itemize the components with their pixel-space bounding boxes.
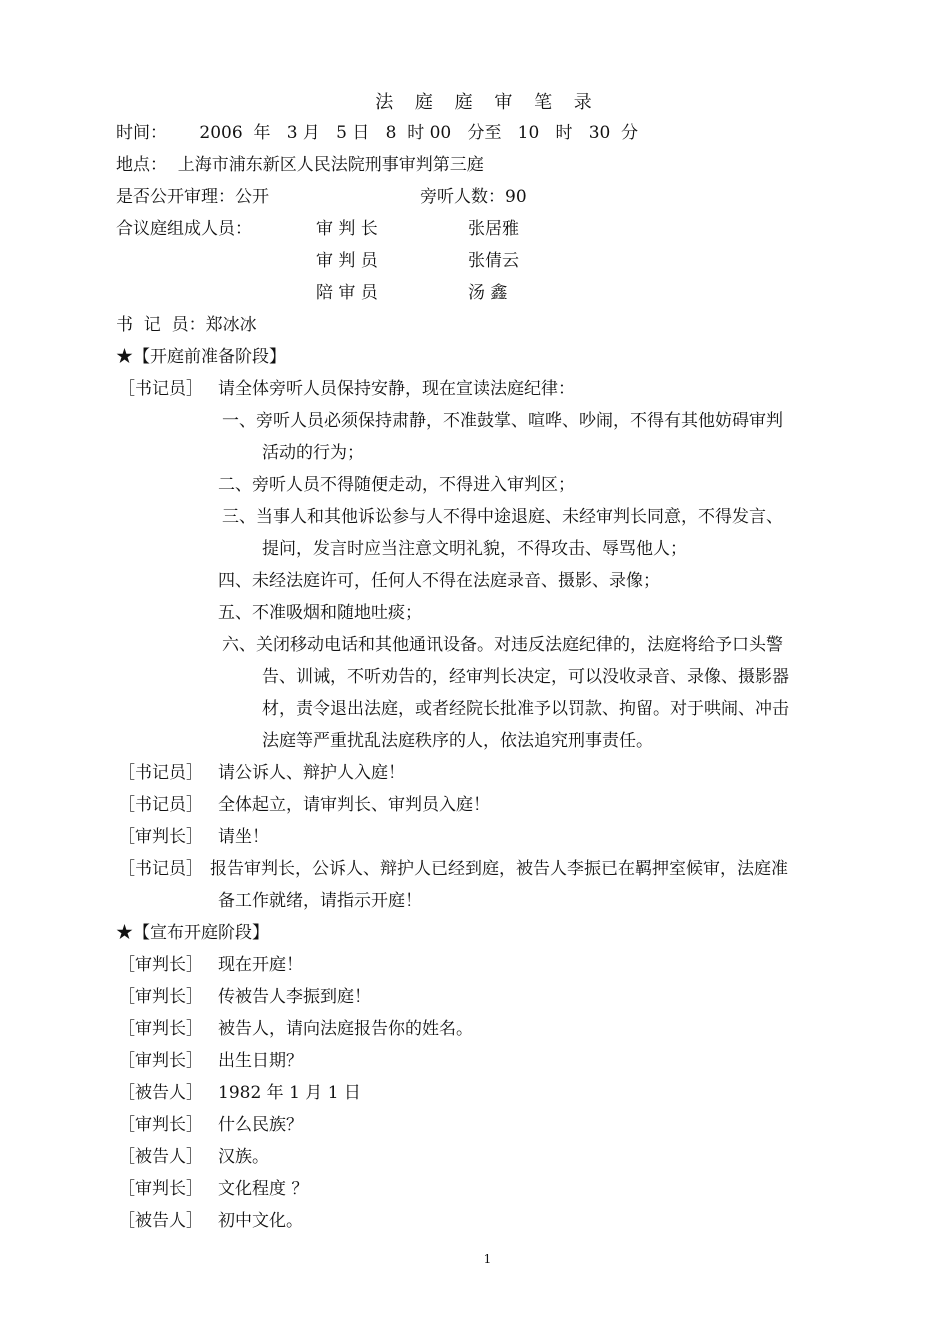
speaker-label: ［审判长］: [118, 1051, 203, 1071]
panel-label: 合议庭组成人员：: [116, 219, 252, 239]
speech-text: 初中文化。: [218, 1211, 303, 1231]
speech-text: 传被告人李振到庭！: [218, 987, 371, 1007]
audience-count: 旁听人数：90: [420, 187, 527, 207]
speech-text: 1982 年 1 月 1 日: [218, 1083, 361, 1103]
rule-continuation: 材，责令退出法庭，或者经院长批准予以罚款、拘留。对于哄闹、冲击: [262, 699, 789, 719]
rule-item: 六、关闭移动电话和其他通讯设备。对违反法庭纪律的，法庭将给予口头警: [222, 635, 783, 655]
speech-text: 请公诉人、辩护人入庭！: [218, 763, 405, 783]
speech-text: 全体起立，请审判长、审判员入庭！: [218, 795, 490, 815]
speaker-label: ［被告人］: [118, 1211, 203, 1231]
speaker-label: ［书记员］: [118, 379, 203, 399]
rule-item: 四、未经法庭许可，任何人不得在法庭录音、摄影、录像；: [218, 571, 660, 591]
speaker-label: ［书记员］: [118, 859, 203, 879]
panel-role: 陪 审 员: [316, 283, 378, 303]
speech-text: 文化程度 ？: [218, 1179, 309, 1199]
speech-text: 现在开庭！: [218, 955, 303, 975]
page-number: 1: [483, 1252, 492, 1266]
panel-role: 审 判 员: [316, 251, 378, 271]
speech-text: 被告人，请向法庭报告你的姓名。: [218, 1019, 473, 1039]
speaker-label: ［审判长］: [118, 1179, 203, 1199]
speaker-label: ［书记员］: [118, 763, 203, 783]
rule-continuation: 法庭等严重扰乱法庭秩序的人，依法追究刑事责任。: [262, 731, 653, 751]
rule-item: 五、不准吸烟和随地吐痰；: [218, 603, 422, 623]
speech-text: 什么民族？: [218, 1115, 303, 1135]
place-line: 地点： 上海市浦东新区人民法院刑事审判第三庭: [116, 155, 484, 175]
panel-name: 张居雅: [468, 219, 519, 239]
speaker-label: ［审判长］: [118, 827, 203, 847]
speaker-label: ［审判长］: [118, 955, 203, 975]
speaker-label: ［书记员］: [118, 795, 203, 815]
speech-text: 汉族。: [218, 1147, 269, 1167]
speech-text: 请坐！: [218, 827, 269, 847]
speech-continuation: 备工作就绪，请指示开庭！: [218, 891, 422, 911]
speech-text: 报告审判长，公诉人、辩护人已经到庭，被告人李振已在羁押室候审，法庭准: [210, 859, 788, 879]
clerk-line: 书 记 员：郑冰冰: [116, 315, 257, 335]
speech-text: 出生日期？: [218, 1051, 303, 1071]
speaker-label: ［审判长］: [118, 1115, 203, 1135]
speech-text: 请全体旁听人员保持安静，现在宣读法庭纪律：: [218, 379, 575, 399]
rule-continuation: 告、训诫，不听劝告的，经审判长决定，可以没收录音、录像、摄影器: [262, 667, 789, 687]
rule-item: 二、旁听人员不得随便走动，不得进入审判区；: [218, 475, 575, 495]
section-heading: ★【宣布开庭阶段】: [116, 923, 269, 943]
panel-name: 汤 鑫: [468, 283, 508, 303]
speaker-label: ［审判长］: [118, 1019, 203, 1039]
speaker-label: ［被告人］: [118, 1147, 203, 1167]
document-title: 法 庭 庭 审 笔 录: [375, 92, 600, 113]
speaker-label: ［审判长］: [118, 987, 203, 1007]
panel-role: 审 判 长: [316, 219, 378, 239]
panel-name: 张倩云: [468, 251, 519, 271]
speaker-label: ［被告人］: [118, 1083, 203, 1103]
time-line: 时间： 2006 年 3 月 5 日 8 时 00 分至 10 时 30 分: [116, 123, 639, 143]
section-heading: ★【开庭前准备阶段】: [116, 347, 286, 367]
rule-continuation: 提问，发言时应当注意文明礼貌，不得攻击、辱骂他人；: [262, 539, 687, 559]
rule-item: 一、旁听人员必须保持肃静，不准鼓掌、喧哗、吵闹，不得有其他妨碍审判: [222, 411, 783, 431]
public-trial-line: 是否公开审理：公开: [116, 187, 269, 207]
rule-continuation: 活动的行为；: [262, 443, 364, 463]
rule-item: 三、当事人和其他诉讼参与人不得中途退庭、未经审判长同意，不得发言、: [222, 507, 783, 527]
